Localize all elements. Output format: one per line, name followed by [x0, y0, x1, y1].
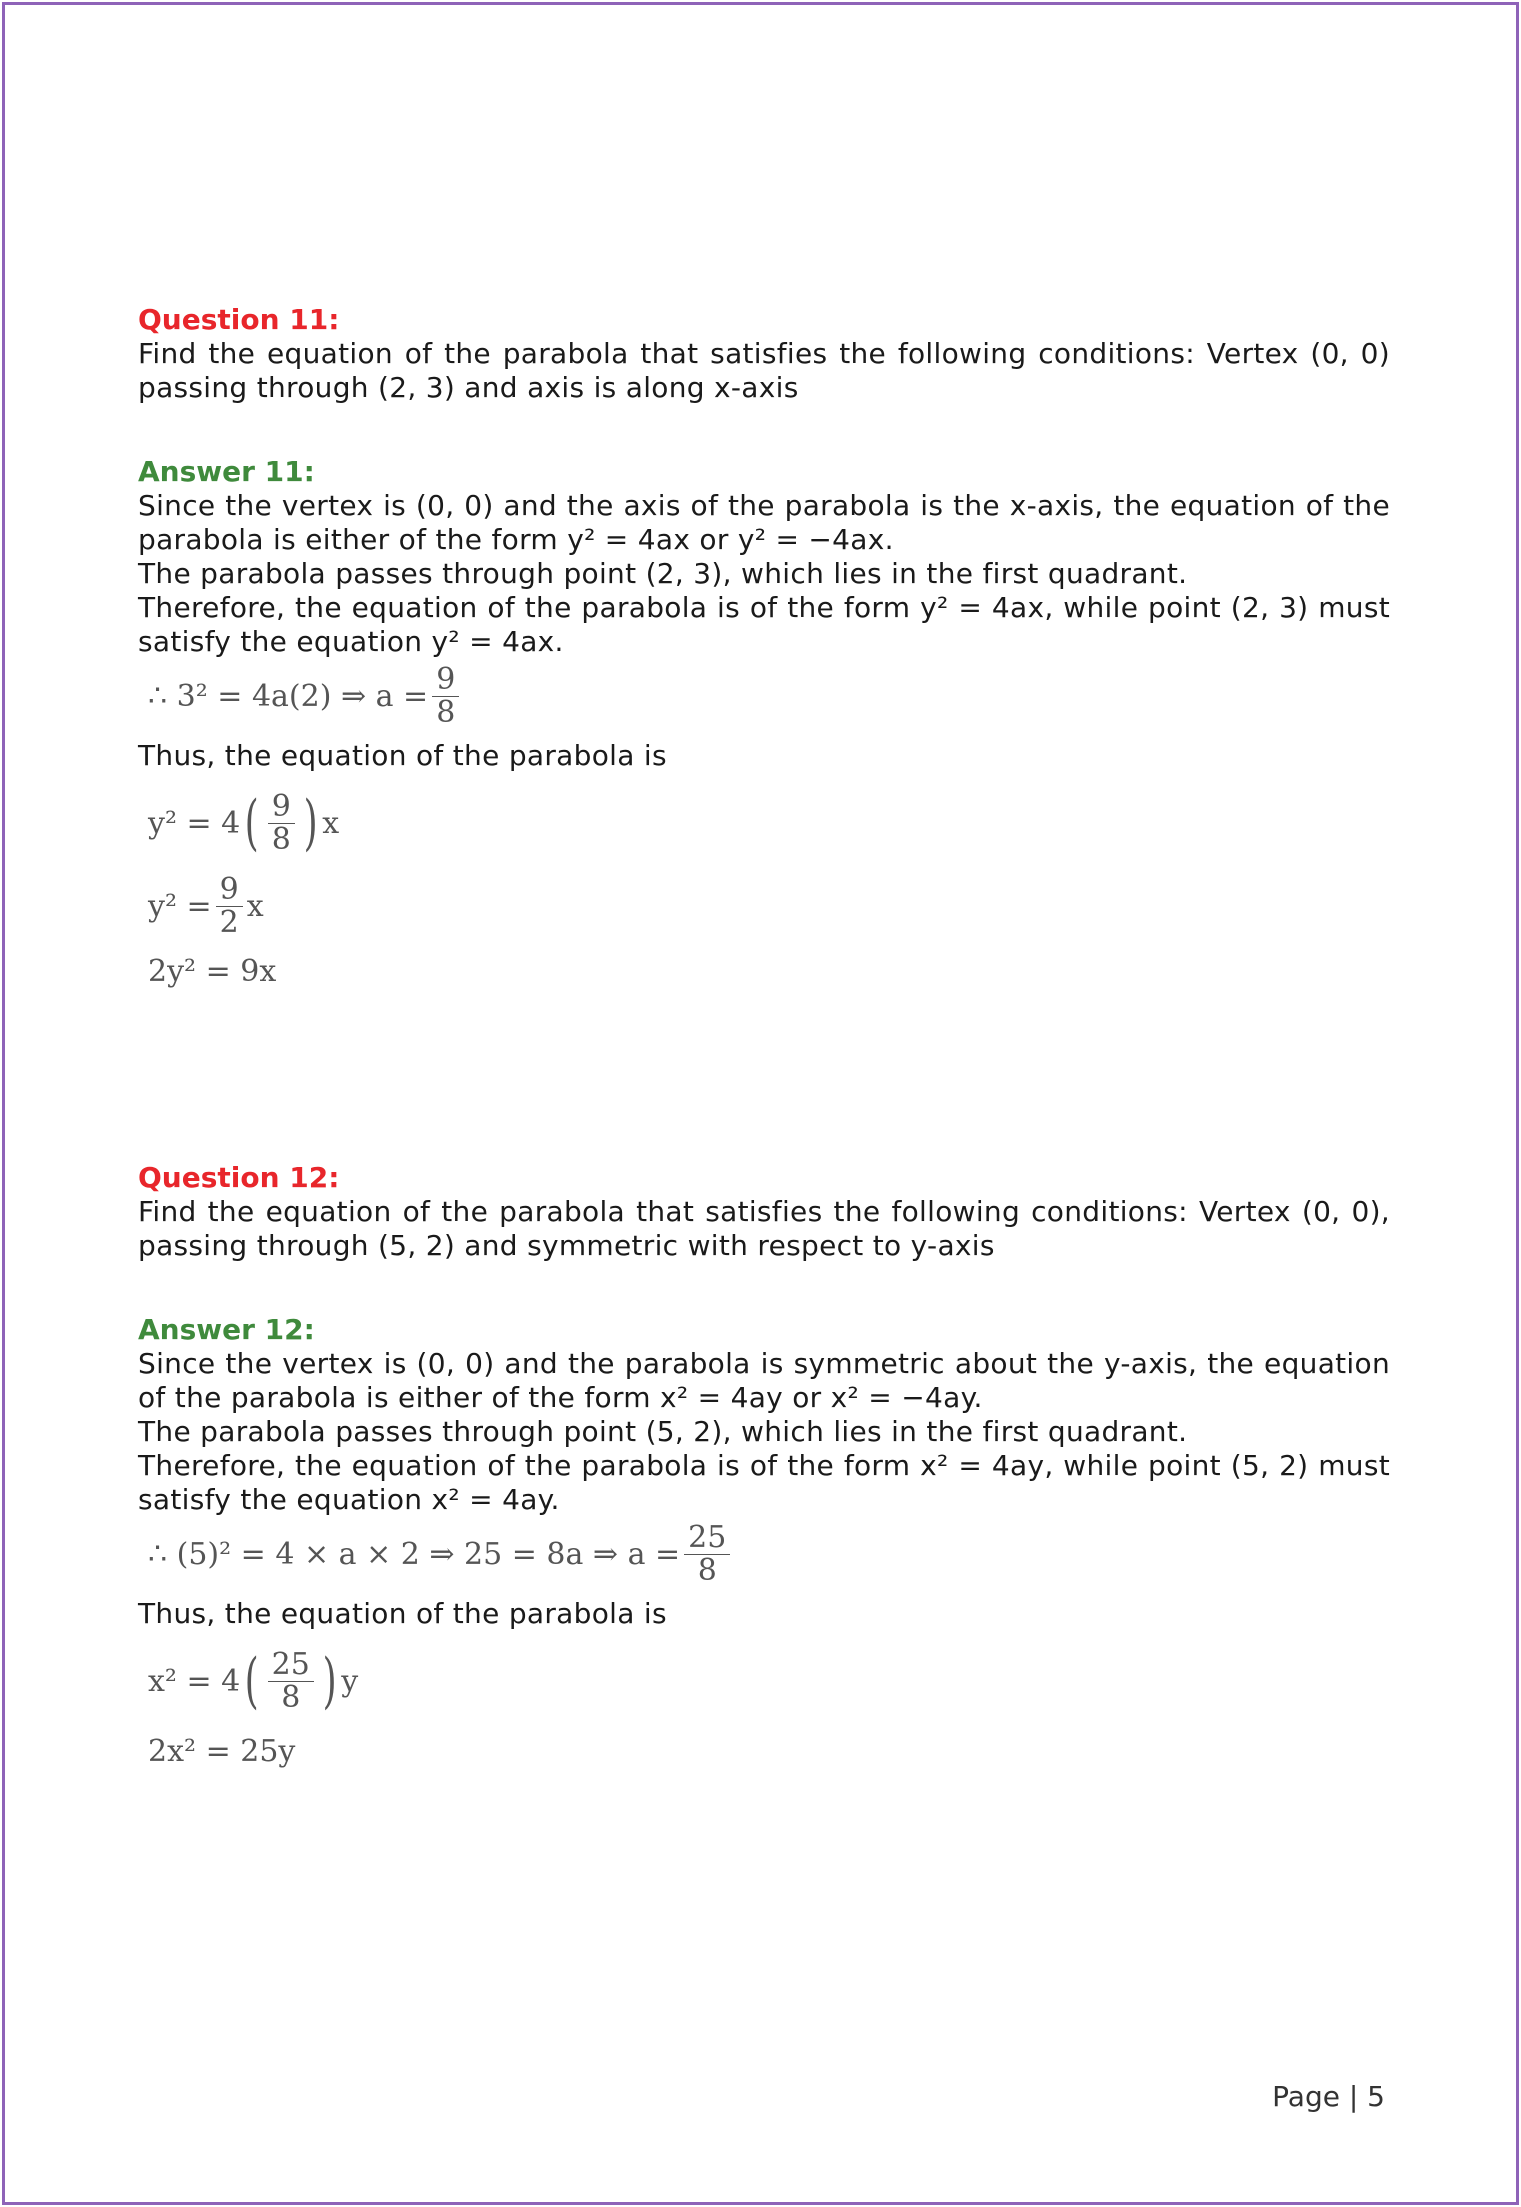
page-content [138, 303, 1390, 1777]
answer-11-equation-1 [148, 659, 1390, 733]
denominator: 8 [697, 1552, 717, 1588]
equation-text: x [322, 805, 340, 841]
equation-text: x² = 4 [148, 1663, 241, 1699]
fraction [216, 871, 243, 940]
equation-text: ∴ (5)² = 4 × a × 2 ⇒ 25 = 8a ⇒ a = [148, 1536, 681, 1572]
fraction [268, 1646, 314, 1715]
equation-text: y² = 4 [148, 805, 241, 841]
denominator: 8 [271, 821, 291, 857]
answer-11-thus: Thus, the equation of the parabola is [138, 739, 667, 772]
answer-11-equation-2: y² = 4 ( $\frac{9}{8}$ ) x [148, 788, 340, 858]
answer-12-line-2: The parabola passes through point (5, 2), which lies in the first quadrant. [138, 1415, 1188, 1448]
answer-11-line-1: Since the vertex is (0, 0) and the axis of the parabola is the x-axis, the equation of the parabola is either of the form y² = 4ax or y² = −4ax. [138, 489, 1390, 556]
numerator: 9 [219, 871, 239, 907]
numerator: 9 [436, 661, 456, 697]
question-12-title: Question 12: [138, 1161, 340, 1194]
denominator: 8 [281, 1679, 301, 1715]
answer-12-equation-2: x² = 4 ( $\frac{25}{8}$ ) y [148, 1646, 359, 1716]
question-11-title: Question 11: [138, 303, 340, 336]
question-12-text: Find the equation of the parabola that satisfies the following conditions: Vertex (0, 0), passing through (5, 2) and symmetric with respect to y-axis [138, 1195, 1390, 1262]
equation-text: x [246, 888, 264, 924]
equation-text: y [341, 1663, 359, 1699]
equation-text: ∴ 3² = 4a(2) ⇒ a = [148, 678, 429, 714]
fraction [268, 788, 295, 857]
answer-11-equation-4: 2y² = 9x [148, 953, 277, 989]
numerator: 25 [688, 1519, 727, 1555]
equation-text: y² = [148, 888, 212, 924]
numerator: 9 [271, 788, 291, 824]
answer-11-title: Answer 11: [138, 455, 315, 488]
fraction [432, 661, 459, 730]
document-page [2, 2, 1519, 2205]
answer-11-equation-3 [148, 867, 1390, 945]
question-11-text: Find the equation of the parabola that satisfies the following conditions: Vertex (0, 0) passing through (2, 3) and axis is along x-axis [138, 337, 1390, 404]
answer-12-thus: Thus, the equation of the parabola is [138, 1597, 667, 1630]
fraction [684, 1519, 730, 1588]
answer-12-line-1: Since the vertex is (0, 0) and the parabola is symmetric about the y-axis, the equation of the parabola is either of the form x² = 4ay or x² = −4ay. [138, 1347, 1390, 1414]
answer-12-equation-3: 2x² = 25y [148, 1733, 296, 1769]
answer-12-line-3: Therefore, the equation of the parabola is of the form x² = 4ay, while point (5, 2) must satisfy the equation x² = 4ay. [138, 1449, 1390, 1516]
answer-11-line-2: The parabola passes through point (2, 3), which lies in the first quadrant. [138, 557, 1188, 590]
numerator: 25 [271, 1646, 310, 1682]
answer-12-equation-1 [148, 1517, 1390, 1591]
answer-12-title: Answer 12: [138, 1313, 315, 1346]
denominator: 2 [219, 904, 239, 940]
page-number: Page | 5 [1272, 2080, 1385, 2113]
denominator: 8 [436, 694, 456, 730]
answer-11-line-3: Therefore, the equation of the parabola is of the form y² = 4ax, while point (2, 3) must satisfy the equation y² = 4ax. [138, 591, 1390, 658]
